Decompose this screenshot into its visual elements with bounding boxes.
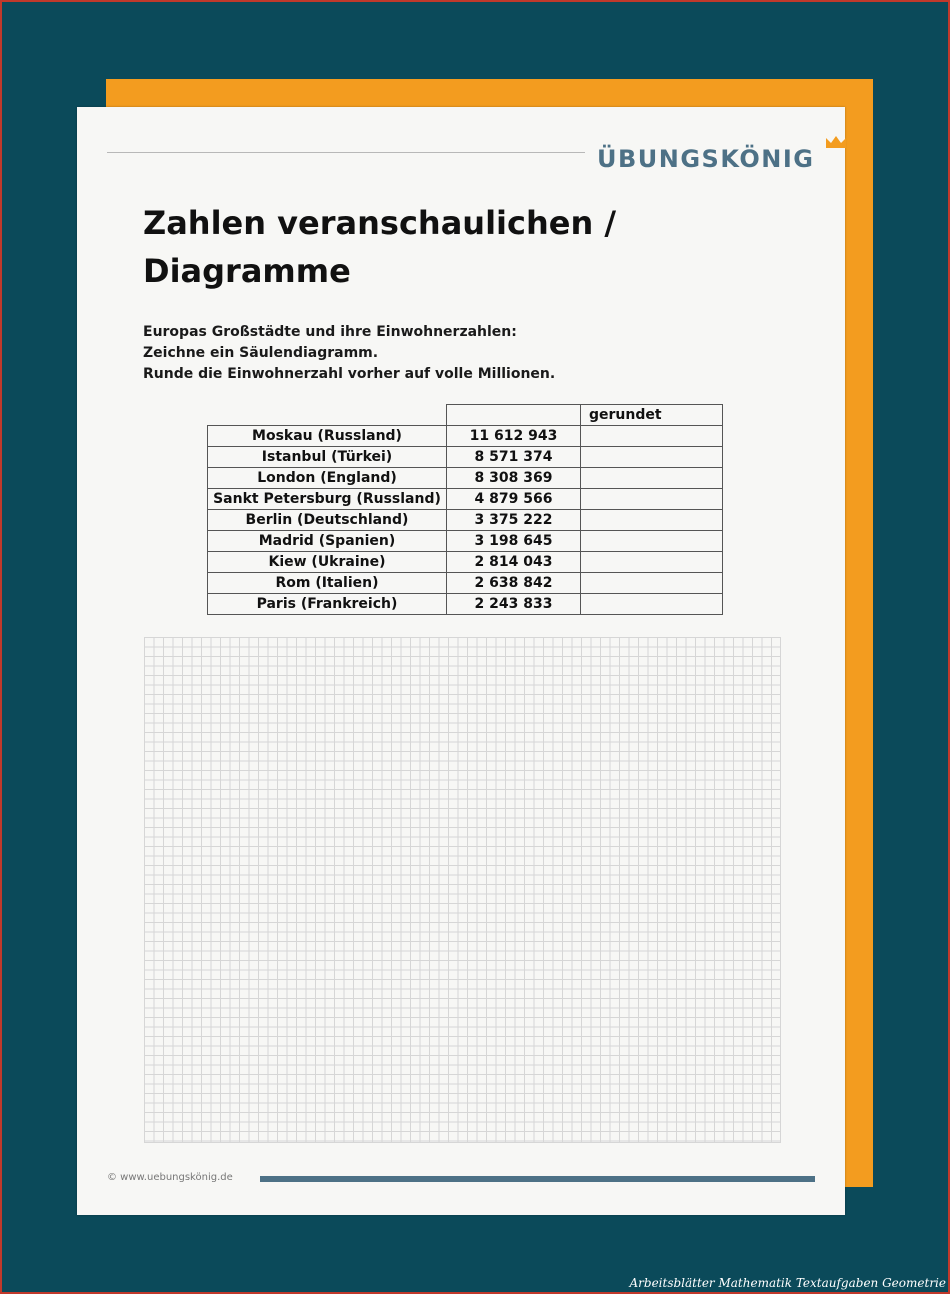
instruction-line: Zeichne ein Säulendiagramm. [143,345,379,361]
population-cell: 3 198 645 [447,531,581,552]
rounded-input-cell[interactable] [581,447,723,468]
brand-logo: ÜBUNGSKÖNIG [597,145,815,173]
city-cell: Sankt Petersburg (Russland) [208,489,447,510]
table-row [208,552,723,573]
population-cell: 8 571 374 [447,447,581,468]
rounded-input-cell[interactable] [581,573,723,594]
population-cell: 2 243 833 [447,594,581,615]
table-row [208,489,723,510]
header-population [447,405,581,426]
table-row [208,573,723,594]
city-cell: Kiew (Ukraine) [208,552,447,573]
population-cell: 8 308 369 [447,468,581,489]
page-title [143,199,616,295]
population-cell: 2 638 842 [447,573,581,594]
title-line-2: Diagramme [143,252,351,290]
table-header-row [208,405,723,426]
rounded-input-cell[interactable] [581,489,723,510]
population-table [207,404,723,615]
city-cell: Moskau (Russland) [208,426,447,447]
city-cell: Istanbul (Türkei) [208,447,447,468]
population-cell: 11 612 943 [447,426,581,447]
header-rounded: gerundet [581,405,723,426]
footer-website: © www.uebungskönig.de [107,1172,233,1183]
rounded-input-cell[interactable] [581,594,723,615]
rounded-input-cell[interactable] [581,510,723,531]
table-row [208,447,723,468]
crown-icon [825,135,847,149]
rounded-input-cell[interactable] [581,426,723,447]
population-cell: 2 814 043 [447,552,581,573]
population-cell: 4 879 566 [447,489,581,510]
footer-bar [260,1176,815,1182]
city-cell: London (England) [208,468,447,489]
table-row [208,468,723,489]
city-cell: Madrid (Spanien) [208,531,447,552]
instruction-line: Europas Großstädte und ihre Einwohnerzahlen: [143,324,517,340]
drawing-grid[interactable] [144,637,781,1143]
header-divider [107,152,585,153]
population-cell: 3 375 222 [447,510,581,531]
header-blank [208,405,447,426]
image-caption: Arbeitsblätter Mathematik Textaufgaben Geometrie [629,1276,946,1290]
task-instructions [143,322,555,385]
city-cell: Rom (Italien) [208,573,447,594]
table-row [208,531,723,552]
table-row [208,510,723,531]
rounded-input-cell[interactable] [581,531,723,552]
city-cell: Berlin (Deutschland) [208,510,447,531]
rounded-input-cell[interactable] [581,468,723,489]
table-row [208,426,723,447]
city-cell: Paris (Frankreich) [208,594,447,615]
title-line-1: Zahlen veranschaulichen / [143,204,617,242]
worksheet-page [77,107,845,1215]
instruction-line: Runde die Einwohnerzahl vorher auf volle Millionen. [143,366,556,382]
table-row [208,594,723,615]
rounded-input-cell[interactable] [581,552,723,573]
